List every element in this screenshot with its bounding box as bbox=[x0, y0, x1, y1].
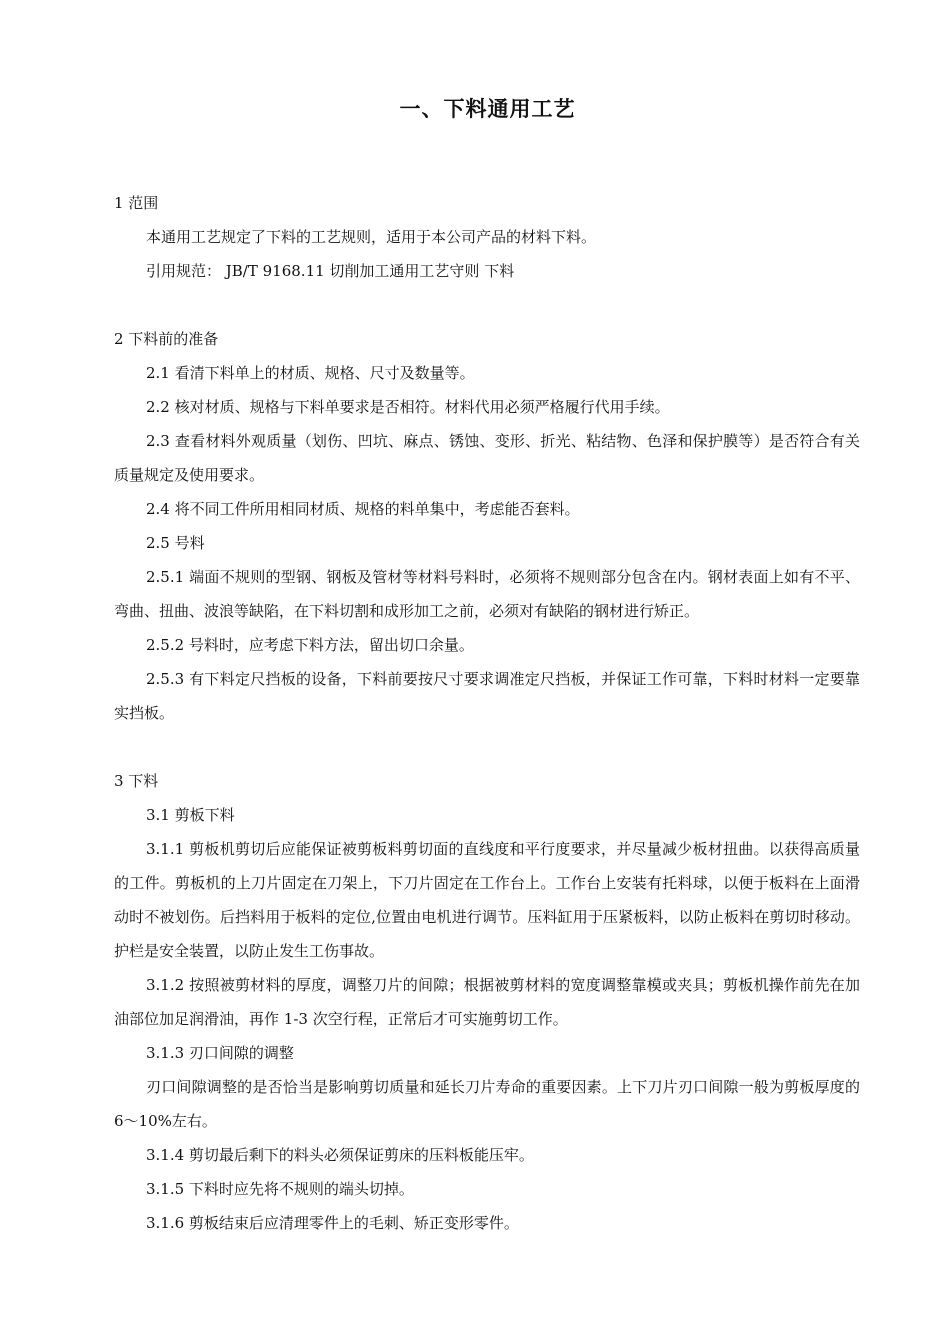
paragraph: 3.1.1 剪板机剪切后应能保证被剪板料剪切面的直线度和平行度要求，并尽量减少板材扭曲。以获得高质量的工件。剪板机的上刀片固定在刀架上，下刀片固定在工作台上。工作台上安装有托料球，以便于板料在上面滑动时不被划伤。后挡料用于板料的定位,位置由电机进行调节。压料缸用于压紧板料，以防止板料在剪切时移动。护栏是安全装置，以防止发生工伤事故。 bbox=[114, 840, 860, 960]
section-heading-cutting: 3 下料 bbox=[114, 772, 159, 790]
spacer bbox=[114, 288, 860, 322]
paragraph: 2.4 将不同工件所用相同材质、规格的料单集中，考虑能否套料。 bbox=[146, 500, 580, 518]
paragraph: 本通用工艺规定了下料的工艺规则，适用于本公司产品的材料下料。 bbox=[146, 228, 597, 246]
paragraph: 2.5.1 端面不规则的型钢、钢板及管材等材料号料时，必须将不规则部分包含在内。钢材表面上如有不平、弯曲、扭曲、波浪等缺陷，在下料切割和成形加工之前，必须对有缺陷的钢材进行矫正。 bbox=[114, 568, 860, 620]
document-body bbox=[114, 186, 860, 1240]
paragraph: 2.5.3 有下料定尺挡板的设备，下料前要按尺寸要求调准定尺挡板，并保证工作可靠，下料时材料一定要靠实挡板。 bbox=[114, 670, 860, 722]
subheading: 2.5 号料 bbox=[146, 534, 205, 552]
reference-standard: 引用规范： JB/T 9168.11 切削加工通用工艺守则 下料 bbox=[146, 262, 515, 280]
paragraph: 3.1.6 剪板结束后应清理零件上的毛刺、矫正变形零件。 bbox=[146, 1214, 519, 1232]
paragraph: 2.3 查看材料外观质量（划伤、凹坑、麻点、锈蚀、变形、折光、粘结物、色泽和保护膜等）是否符合有关质量规定及使用要求。 bbox=[114, 432, 860, 484]
subheading: 3.1 剪板下料 bbox=[146, 806, 235, 824]
paragraph: 3.1.2 按照被剪材料的厚度，调整刀片的间隙；根据被剪材料的宽度调整靠模或夹具；剪板机操作前先在加油部位加足润滑油，再作 1-3 次空行程，正常后才可实施剪切工作。 bbox=[114, 976, 860, 1028]
document-title: 一、下料通用工艺 bbox=[399, 97, 576, 121]
paragraph: 3.1.4 剪切最后剩下的料头必须保证剪床的压料板能压牢。 bbox=[146, 1146, 534, 1164]
paragraph: 3.1.5 下料时应先将不规则的端头切掉。 bbox=[146, 1180, 414, 1198]
subheading: 3.1.3 刃口间隙的调整 bbox=[146, 1044, 294, 1062]
section-heading-scope: 1 范围 bbox=[114, 194, 159, 212]
section-heading-preparation: 2 下料前的准备 bbox=[114, 330, 219, 348]
paragraph: 2.5.2 号料时，应考虑下料方法，留出切口余量。 bbox=[146, 636, 474, 654]
spacer bbox=[114, 730, 860, 764]
paragraph: 2.1 看清下料单上的材质、规格、尺寸及数量等。 bbox=[146, 364, 475, 382]
paragraph: 刃口间隙调整的是否恰当是影响剪切质量和延长刀片寿命的重要因素。上下刀片刃口间隙一般为剪板厚度的 6～10%左右。 bbox=[114, 1078, 860, 1130]
paragraph: 2.2 核对材质、规格与下料单要求是否相符。材料代用必须严格履行代用手续。 bbox=[146, 398, 670, 416]
